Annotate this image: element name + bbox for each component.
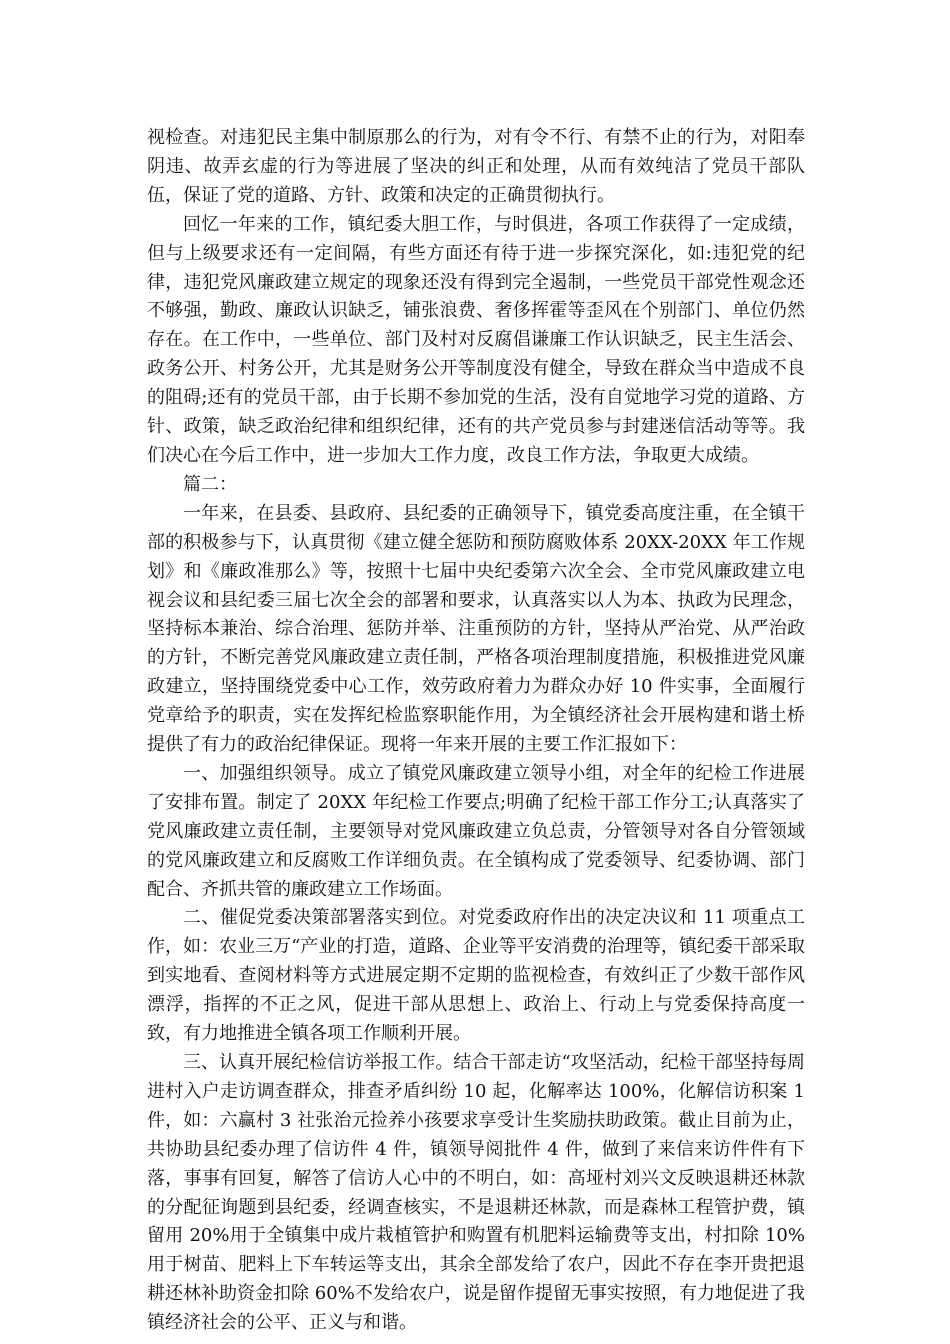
paragraph-intro-continuation: 视检查。对违犯民主集中制原那么的行为，对有令不行、有禁不止的行为，对阳奉阴违、故弄玄虚的行为等进展了坚决的纠正和处理，从而有效纯洁了党员干部队伍，保证了党的道路、方针、政策和决定的正确贯彻执行。 [147,127,805,206]
section-heading: 篇二： [183,473,237,495]
document-body [147,124,805,1338]
paragraph-review: 回忆一年来的工作，镇纪委大胆工作，与时俱进，各项工作获得了一定成绩，但与上级要求还有一定间隔，有些方面还有待于进一步探究深化，如:违犯党的纪律，违犯党风廉政建立规定的现象还没有得到完全遏制，一些党员干部党性观念还不够强，勤政、廉政认识缺乏，铺张浪费、奢侈挥霍等歪风在个别部门、单位仍然存在。在工作中，一些单位、部门及村对反腐倡谦廉工作认识缺乏，民主生活会、政务公开、村务公开，尤其是财务公开等制度没有健全，导致在群众当中造成不良的阻碍;还有的党员干部，由于长期不参加党的生活，没有自觉地学习党的道路、方针、政策，缺乏政治纪律和组织纪律，还有的共产党员参与封建迷信活动等等。我们决心在今后工作中，进一步加大工作力度，改良工作方法，争取更大成绩。 [147,213,805,466]
paragraph-overview: 一年来，在县委、县政府、县纪委的正确领导下，镇党委高度注重，在全镇干部的积极参与下，认真贯彻《建立健全惩防和预防腐败体系 20XX-20XX 年工作规划》和《廉政准那么》等，按照十七届中央纪委第六次全会、全市党风廉政建立电视会议和县纪委三届七次全会的部署和要求，认真落实以人为本、执政为民理念，坚持标本兼治、综合治理、惩防并举、注重预防的方针，坚持从严治党、从严治政的方针，不断完善党风廉政建立责任制，严格各项治理制度措施，积极推进党风廉政建立，坚持围绕党委中心工作，效劳政府着力为群众办好 10 件实事，全面履行党章给予的职责，实在发挥纪检监察职能作用，为全镇经济社会开展构建和谐土桥提供了有力的政治纪律保证。现将一年来开展的主要工作汇报如下： [147,502,805,756]
paragraph-item-3: 三、认真开展纪检信访举报工作。结合干部走访“攻坚活动，纪检干部坚持每周进村入户走访调查群众，排查矛盾纠纷 10 起，化解率达 100%，化解信访积案 1 件，如：六赢村 3 社张治元捡养小孩要求享受计生奖励扶助政策。截止目前为止，共协助县纪委办理了信访件 4 件，镇领导阅批件 4 件，做到了来信来访件件有下落，事事有回复，解答了信访人心中的不明白，如：高垭村刘兴文反映退耕还林款的分配征询题到县纪委，经调查核实，不是退耕还林款，而是森林工程管护费，镇留用 20%用于全镇集中成片栽植管护和购置有机肥料运输费等支出，村扣除 10%用于树苗、肥料上下车转运等支出，其余全部发给了农户，因此不存在李开贵把退耕还林补助资金扣除 60%不发给农户，说是留作提留无事实按照，有力地促进了我镇经济社会的公平、正义与和谐。 [147,1052,805,1334]
paragraph-item-2: 二、催促党委决策部署落实到位。对党委政府作出的决定决议和 11 项重点工作，如：农业三万“产业的打造，道路、企业等平安消费的治理等，镇纪委干部采取到实地看、查阅材料等方式进展定期不定期的监视检查，有效纠正了少数干部作风漂浮，指挥的不正之风，促进干部从思想上、政治上、行动上与党委保持高度一致，有力地推进全镇各项工作顺利开展。 [147,907,805,1045]
paragraph-item-1: 一、加强组织领导。成立了镇党风廉政建立领导小组，对全年的纪检工作进展了安排布置。制定了 20XX 年纪检工作要点;明确了纪检干部工作分工;认真落实了党风廉政建立责任制，主要领导对党风廉政建立负总责，分管领导对各自分管领域的党风廉政建立和反腐败工作详细负责。在全镇构成了党委领导、纪委协调、部门配合、齐抓共管的廉政建立工作场面。 [147,762,805,900]
